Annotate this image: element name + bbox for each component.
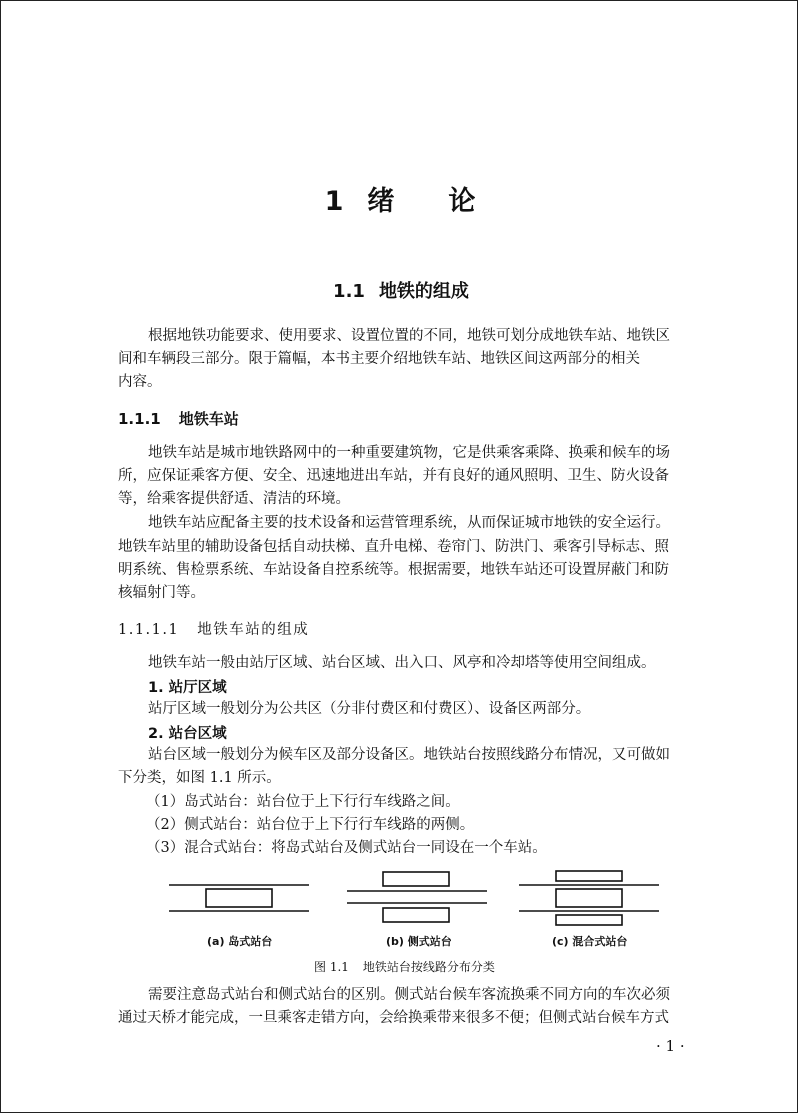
chapter-title-char-1: 绪 (367, 186, 397, 217)
figure-caption-text: 地铁站台按线路分布分类 (362, 960, 495, 974)
chapter-title (1, 179, 800, 218)
figure-caption (314, 958, 495, 975)
type-mixed: （3）混合式站台：将岛式站台及侧式站台一同设在一个车站。 (146, 840, 547, 856)
para2-line-3: 明系统、售检票系统、车站设备自控系统等。根据需要，地铁车站还可设置屏蔽门和防 (118, 562, 669, 578)
item2-text-line-2: 下分类，如图 1.1 所示。 (118, 770, 281, 786)
intro-line-3: 内容。 (118, 374, 162, 390)
figure-label-c: (c) 混合式站台 (552, 935, 628, 948)
para2-line-2: 地铁车站里的辅助设备包括自动扶梯、直升电梯、卷帘门、防洪门、乘客引导标志、照 (118, 539, 669, 555)
para1-line-3: 等，给乘客提供舒适、清洁的环境。 (118, 491, 350, 507)
section-title: 地铁的组成 (378, 281, 469, 302)
type-island: （1）岛式站台：站台位于上下行行车线路之间。 (146, 794, 460, 810)
chapter-number: 1 (324, 186, 346, 217)
side-platform-upper (556, 871, 622, 881)
page-number: · 1 · (656, 1037, 685, 1055)
item1-heading: 1. 站厅区域 (148, 680, 227, 696)
para4-line-2: 通过天桥才能完成，一旦乘客走错方向，会给换乘带来很多不便；但侧式站台候车方式 (118, 1010, 669, 1026)
figure-side (347, 872, 487, 922)
figure-label-a: (a) 岛式站台 (207, 935, 273, 948)
item1-text: 站厅区域一般划分为公共区（分非付费区和付费区）、设备区两部分。 (148, 701, 591, 717)
subsection-number: 1.1.1 (118, 410, 161, 428)
side-platform-upper (383, 872, 449, 886)
subsubsection-title: 地铁车站的组成 (197, 622, 310, 638)
para4-line-1: 需要注意岛式站台和侧式站台的区别。侧式站台候车客流换乘不同方向的车次必须 (148, 987, 670, 1003)
item2-text-line-1: 站台区域一般划分为候车区及部分设备区。地铁站台按照线路分布情况，又可做如 (148, 747, 670, 763)
subsubsection-number: 1.1.1.1 (118, 622, 180, 638)
item2-heading: 2. 站台区域 (148, 726, 227, 742)
intro-line-2: 间和车辆段三部分。限于篇幅，本书主要介绍地铁车站、地铁区间这两部分的相关 (118, 351, 640, 367)
side-platform-lower (556, 915, 622, 925)
para3: 地铁车站一般由站厅区域、站台区域、出入口、风亭和冷却塔等使用空间组成。 (148, 655, 656, 671)
para2-line-4: 核辐射门等。 (118, 585, 205, 601)
section-heading (1, 277, 800, 303)
figure-mixed (519, 871, 659, 925)
para2-line-1: 地铁车站应配备主要的技术设备和运营管理系统，从而保证城市地铁的安全运行。 (148, 515, 670, 531)
island-platform (206, 889, 272, 907)
island-platform (556, 889, 622, 907)
figure-caption-number: 图 1.1 (314, 960, 349, 974)
para1-line-2: 所，应保证乘客方便、安全、迅速地进出车站，并有良好的通风照明、卫生、防火设备 (118, 468, 669, 484)
platform-figure (161, 867, 661, 931)
subsection-heading (118, 408, 239, 429)
para1-line-1: 地铁车站是城市地铁路网中的一种重要建筑物，它是供乘客乘降、换乘和候车的场 (148, 445, 670, 461)
figure-island (169, 885, 309, 911)
figure-label-b: (b) 侧式站台 (386, 935, 452, 948)
side-platform-lower (383, 908, 449, 922)
chapter-title-char-2: 论 (448, 186, 478, 217)
section-number: 1.1 (333, 281, 365, 302)
subsubsection-heading (118, 618, 309, 639)
type-side: （2）侧式站台：站台位于上下行行车线路的两侧。 (146, 817, 475, 833)
subsection-title: 地铁车站 (178, 410, 239, 428)
intro-line-1: 根据地铁功能要求、使用要求、设置位置的不同，地铁可划分成地铁车站、地铁区 (148, 328, 670, 344)
